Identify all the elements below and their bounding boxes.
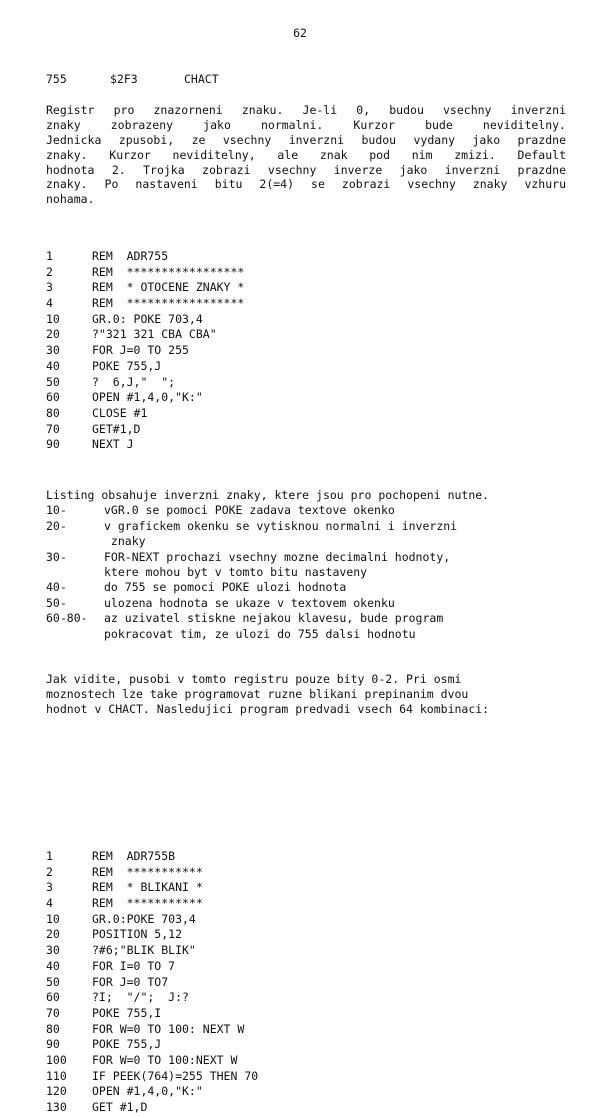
statement: FOR W=0 TO 100: NEXT W: [92, 1021, 245, 1036]
intro-line: znaky zobrazeny jako normalni. Kurzor bude neviditelny.: [46, 117, 566, 132]
note-row: [46, 596, 576, 611]
note-text-line: ulozena hodnota se ukaze v textovem okenku: [104, 595, 395, 610]
notes-intro: Listing obsahuje inverzni znaky, ktere jsou pro pochopeni nutne.: [46, 488, 490, 502]
line-number: 4: [46, 896, 53, 911]
line-number: 1: [46, 849, 53, 863]
note-text-line: az uzivatel stiskne nejakou klavesu, bude program: [104, 611, 444, 626]
statement: REM ADR755B: [92, 849, 176, 863]
code-line: [46, 975, 258, 991]
code-line: [46, 896, 258, 912]
line-number: 50: [46, 974, 60, 989]
code-line: [46, 1084, 258, 1100]
note-row: [46, 519, 576, 550]
statement: GR.0:POKE 703,4: [92, 911, 196, 926]
line-number: 90: [46, 437, 60, 452]
statement: GET#1,D: [92, 421, 141, 436]
line-number: 2: [46, 864, 53, 879]
code-line: [46, 422, 244, 438]
statement: CLOSE #1: [92, 405, 148, 420]
code-line: [46, 296, 244, 312]
line-number: 130: [46, 1100, 67, 1114]
statement: GR.0: POKE 703,4: [92, 311, 203, 326]
statement: REM ADR755: [92, 249, 169, 263]
note-text-line: do 755 se pomoci POKE ulozi hodnota: [104, 580, 347, 595]
line-number: 100: [46, 1052, 67, 1067]
line-number: 10: [46, 311, 60, 326]
note-label: 10-: [46, 503, 67, 518]
code-line: [46, 912, 258, 928]
statement: FOR J=0 TO7: [92, 974, 169, 989]
code-line: [46, 390, 244, 406]
code-line: [46, 865, 258, 881]
line-number: 40: [46, 358, 60, 373]
note-label: 60-80-: [46, 611, 88, 626]
statement: POSITION 5,12: [92, 927, 183, 942]
line-number: 30: [46, 943, 60, 958]
note-text-line: vGR.0 se pomoci POKE zadava textove okenko: [104, 503, 395, 518]
code-line: [46, 312, 244, 328]
code-line: [46, 343, 244, 359]
line-number: 3: [46, 280, 53, 295]
code-line: [46, 280, 244, 296]
code-line: [46, 437, 244, 453]
outro-line: moznostech lze take programovat ruzne blikani prepinanim dvou: [46, 687, 469, 702]
line-number: 80: [46, 1021, 60, 1036]
statement: ? 6,J," ";: [92, 374, 176, 389]
line-number: 20: [46, 327, 60, 342]
note-text-line: znaky: [104, 534, 146, 549]
code-line: [46, 880, 258, 896]
statement: ?I; "/"; J:?: [92, 990, 189, 1005]
intro-paragraph: [46, 103, 566, 207]
line-number: 110: [46, 1068, 67, 1083]
statement: IF PEEK(764)=255 THEN 70: [92, 1068, 259, 1083]
note-label: 30-: [46, 549, 67, 564]
page-number: 62: [293, 26, 307, 40]
intro-line: Jednicka zpusobi, ze vsechny inverzni budou vydany jako prazdne: [46, 132, 566, 147]
note-text-line: FOR-NEXT prochazi vsechny mozne decimalni hodnoty,: [104, 549, 451, 564]
outro-line: Jak vidite, pusobi v tomto registru pouze bity 0-2. Pri osmi: [46, 672, 462, 686]
statement: REM ***********: [92, 896, 203, 911]
intro-line: nohama.: [46, 192, 95, 207]
code-line: [46, 249, 244, 265]
statement: POKE 755,J: [92, 358, 162, 373]
note-text: [104, 519, 544, 550]
code-line: [46, 990, 258, 1006]
note-row: [46, 611, 576, 642]
note-text: [104, 611, 544, 642]
intro-line: hodnota 2. Trojka zobrazi vsechny inverze jako inverzni prazdne: [46, 162, 566, 177]
note-text-line: v grafickem okenku se vytisknou normalni i inverzni: [104, 518, 458, 533]
note-text: [104, 580, 544, 595]
listing-notes: [46, 488, 576, 642]
statement: FOR J=0 TO 255: [92, 343, 189, 358]
code-line: [46, 1100, 258, 1116]
register-address: 755: [46, 72, 67, 86]
statement: OPEN #1,4,0,"K:": [92, 1084, 203, 1099]
code-line: [46, 943, 258, 959]
code-line: [46, 406, 244, 422]
outro-line: hodnot v CHACT. Nasledujici program predvadi vsech 64 kombinaci:: [46, 702, 490, 717]
statement: REM * BLIKANI *: [92, 880, 203, 895]
line-number: 30: [46, 343, 60, 358]
listing-adr755b: [46, 849, 258, 1116]
code-line: [46, 359, 244, 375]
note-text-line: pokracovat tim, ze ulozi do 755 dalsi hodnotu: [104, 626, 416, 641]
line-number: 3: [46, 880, 53, 895]
statement: POKE 755,I: [92, 1005, 162, 1020]
line-number: 50: [46, 374, 60, 389]
code-line: [46, 265, 244, 281]
intro-line: Registr pro znazorneni znaku. Je-li 0, budou vsechny inverzni: [46, 103, 566, 117]
statement: REM *****************: [92, 296, 245, 311]
intro-line: znaky. Po nastaveni bitu 2(=4) se zobrazi vsechny znaky vzhuru: [46, 177, 566, 192]
statement: REM ***********: [92, 864, 203, 879]
line-number: 20: [46, 927, 60, 942]
code-line: [46, 849, 258, 865]
note-label: 50-: [46, 595, 67, 610]
outro-paragraph: [46, 672, 576, 718]
intro-line: znaky. Kurzor neviditelny, ale znak pod nim zmizi. Default: [46, 147, 566, 162]
code-line: [46, 1037, 258, 1053]
note-text: [104, 503, 544, 518]
line-number: 2: [46, 264, 53, 279]
statement: REM * OTOCENE ZNAKY *: [92, 280, 245, 295]
note-row: [46, 503, 576, 518]
code-line: [46, 327, 244, 343]
line-number: 70: [46, 421, 60, 436]
statement: FOR W=0 TO 100:NEXT W: [92, 1052, 238, 1067]
statement: REM *****************: [92, 264, 245, 279]
code-line: [46, 959, 258, 975]
statement: ?"321 321 CBA CBA": [92, 327, 217, 342]
statement: POKE 755,J: [92, 1037, 162, 1052]
line-number: 40: [46, 958, 60, 973]
code-line: [46, 1069, 258, 1085]
statement: ?#6;"BLIK BLIK": [92, 943, 196, 958]
note-text-line: ktere mohou byt v tomto bitu nastaveny: [104, 564, 368, 579]
code-line: [46, 1022, 258, 1038]
listing-adr755: [46, 249, 244, 453]
line-number: 70: [46, 1005, 60, 1020]
line-number: 1: [46, 249, 53, 263]
note-text: [104, 550, 544, 581]
line-number: 120: [46, 1084, 67, 1099]
code-line: [46, 1053, 258, 1069]
statement: NEXT J: [92, 437, 134, 452]
statement: OPEN #1,4,0,"K:": [92, 390, 203, 405]
code-line: [46, 1006, 258, 1022]
line-number: 60: [46, 990, 60, 1005]
code-line: [46, 927, 258, 943]
note-text: [104, 596, 544, 611]
line-number: 90: [46, 1037, 60, 1052]
register-header: [46, 72, 219, 86]
statement: GET #1,D: [92, 1100, 148, 1114]
line-number: 80: [46, 405, 60, 420]
register-name: CHACT: [184, 72, 219, 86]
line-number: 10: [46, 911, 60, 926]
statement: FOR I=0 TO 7: [92, 958, 176, 973]
line-number: 60: [46, 390, 60, 405]
note-label: 20-: [46, 518, 67, 533]
code-line: [46, 375, 244, 391]
line-number: 4: [46, 296, 53, 311]
note-label: 40-: [46, 580, 67, 595]
register-hex-address: $2F3: [110, 72, 138, 86]
note-row: [46, 580, 576, 595]
note-row: [46, 550, 576, 581]
